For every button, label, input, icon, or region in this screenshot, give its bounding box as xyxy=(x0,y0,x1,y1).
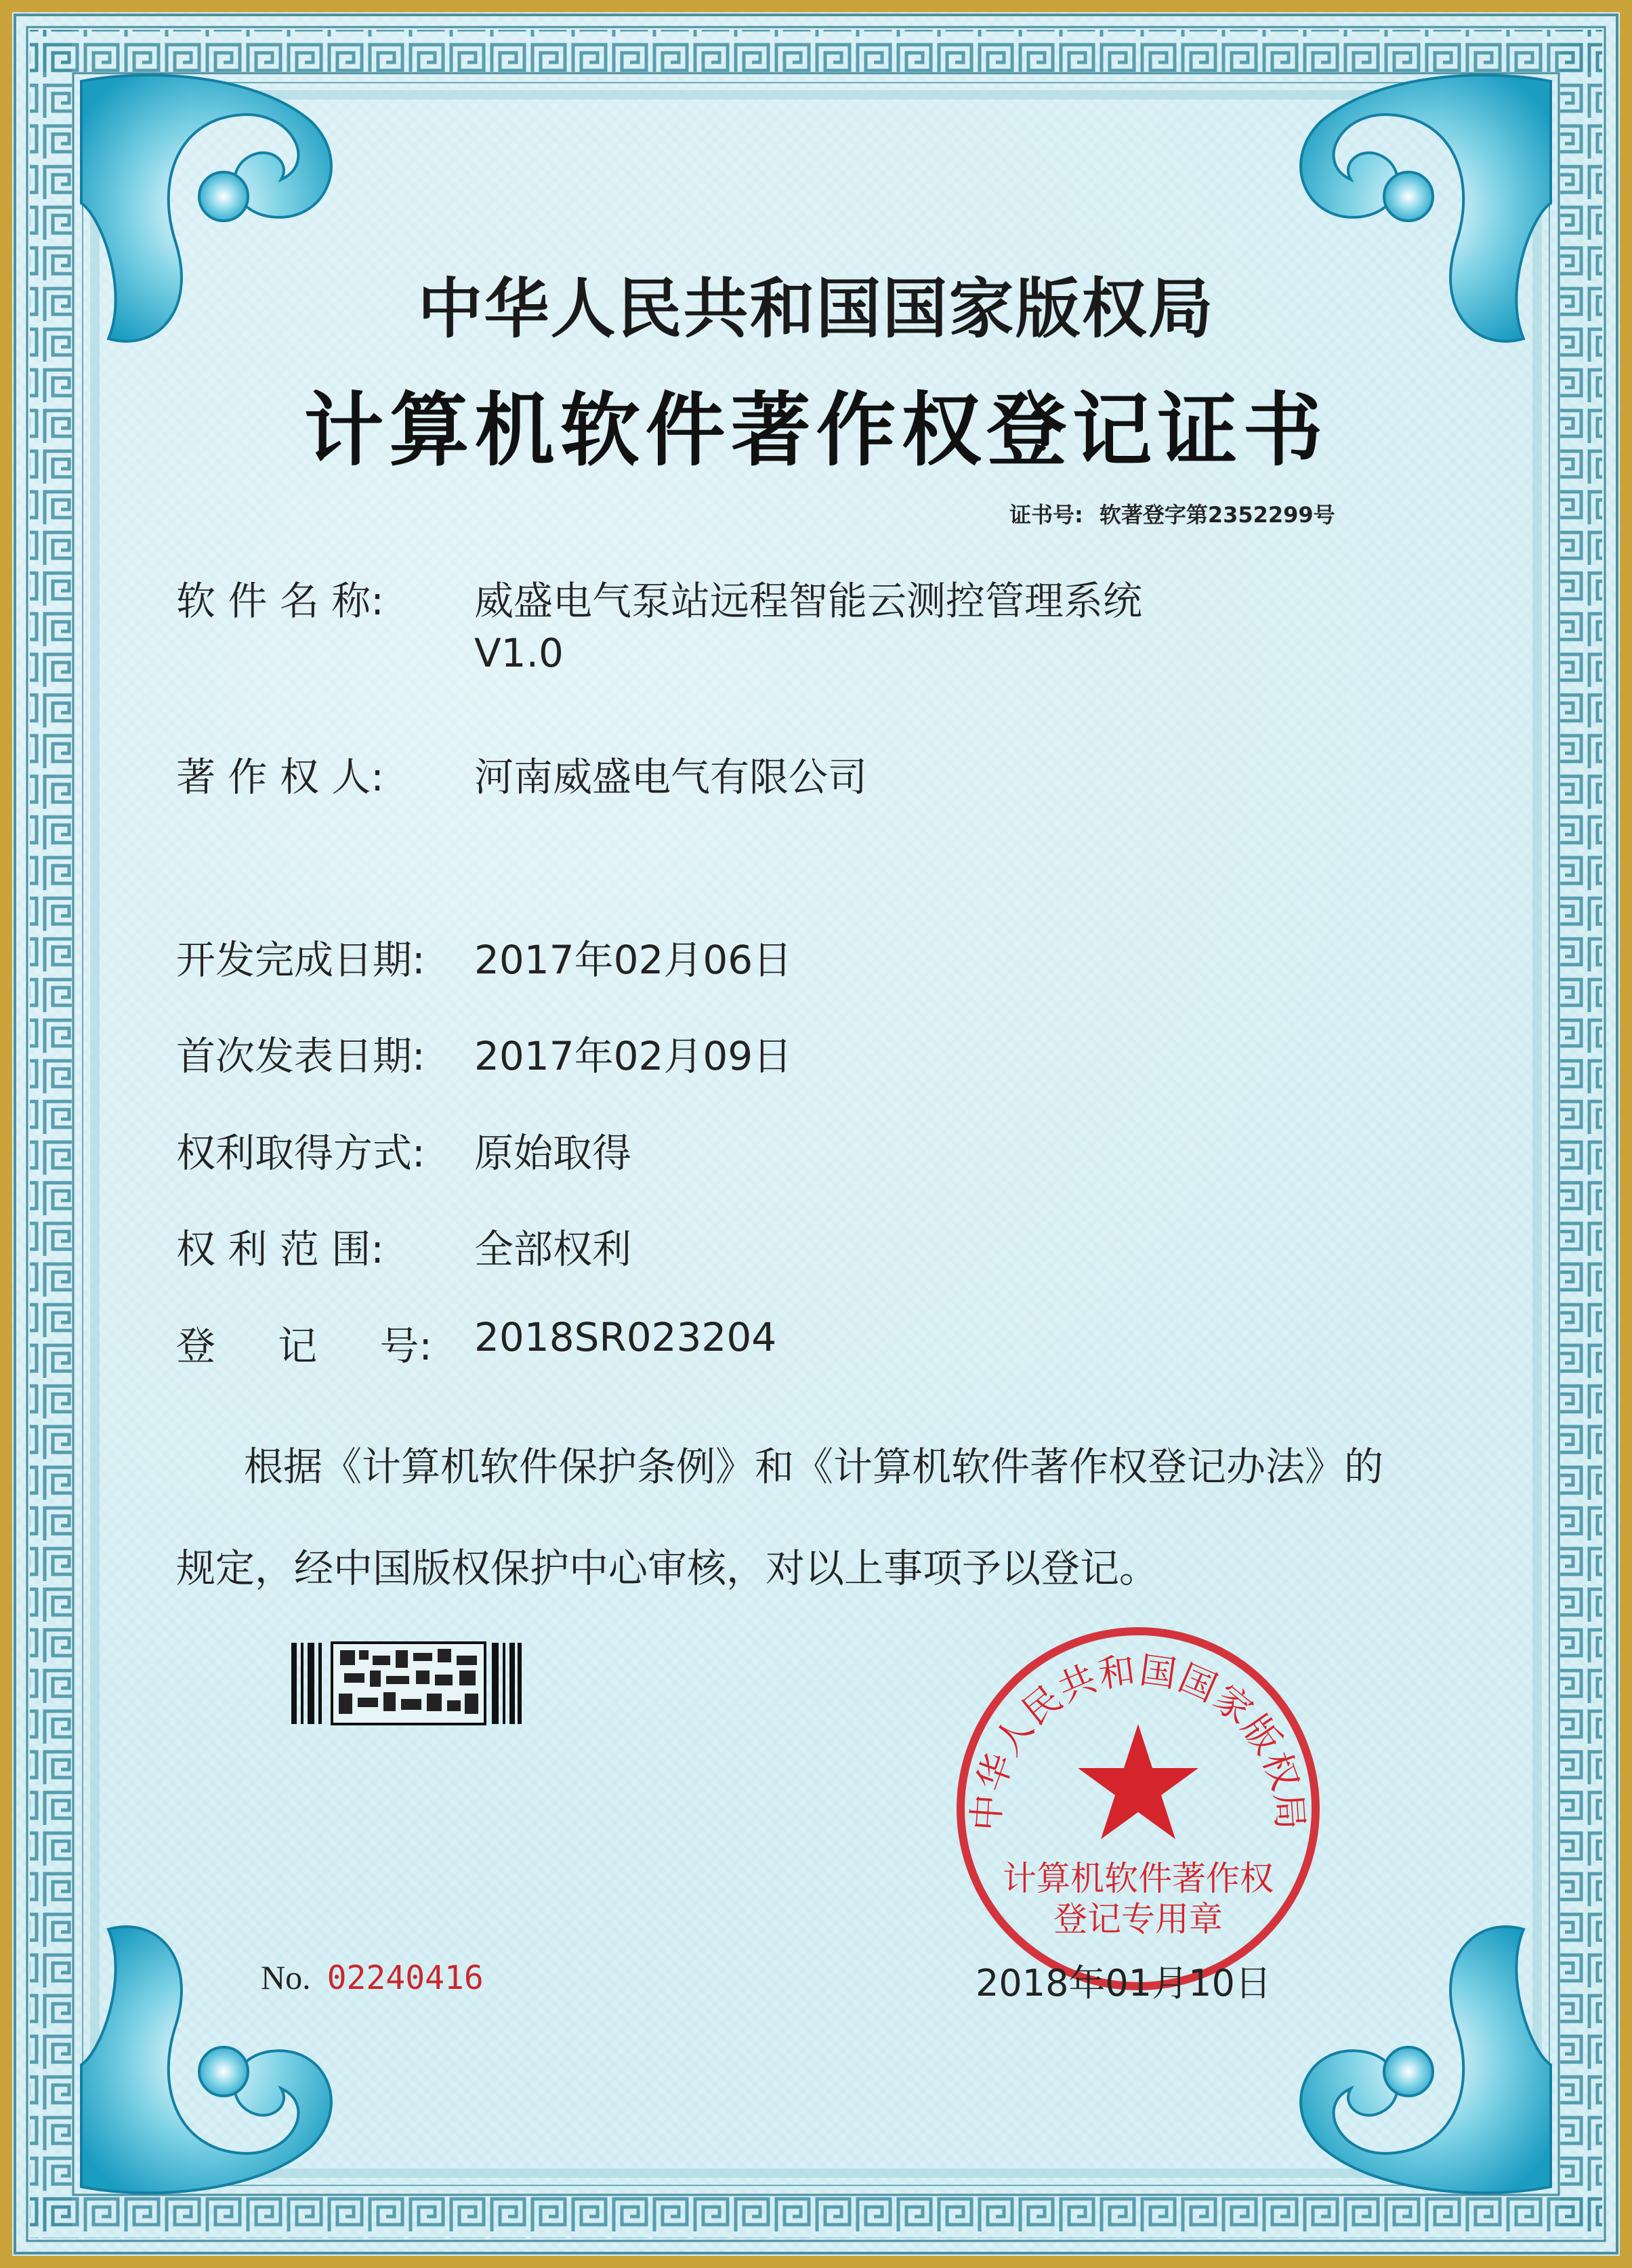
field-registration-number xyxy=(176,1314,776,1371)
software-version: V1.0 xyxy=(474,630,564,676)
acquisition-method-label: 权利取得方式: xyxy=(176,1130,425,1176)
issue-date: 2018年01月10日 xyxy=(976,1962,1272,2004)
field-rights-scope xyxy=(176,1217,631,1274)
serial-number-value: 02240416 xyxy=(327,1959,484,1997)
statement-line-1: 根据《计算机软件保护条例》和《计算机软件著作权登记办法》的 xyxy=(244,1444,1384,1490)
rights-scope-label: 权 利 范 围: xyxy=(176,1226,384,1272)
rights-scope-value: 全部权利 xyxy=(474,1226,632,1272)
serial-number xyxy=(261,1958,484,1997)
seal-ring-text: 中华人民共和国国家版权局 xyxy=(964,1648,1312,1832)
seal-star-icon xyxy=(1078,1724,1198,1839)
barcode-qr xyxy=(291,1639,522,1727)
completion-date-value: 2017年02月06日 xyxy=(474,937,793,983)
first-publication-date-label: 首次发表日期: xyxy=(176,1033,425,1079)
registration-number-label: 登 记 号: xyxy=(176,1323,432,1369)
certificate-number-label: 证书号: xyxy=(1009,502,1083,528)
field-copyright-owner xyxy=(176,745,867,802)
seal-line-2: 登记专用章 xyxy=(1053,1899,1223,1939)
software-name-value-group xyxy=(474,569,1142,676)
software-name-label: 软 件 名 称: xyxy=(176,578,384,624)
field-acquisition-method xyxy=(176,1121,631,1178)
registration-number-value: 2018SR023204 xyxy=(474,1314,777,1360)
field-software-name xyxy=(176,569,1142,676)
copyright-owner-value: 河南威盛电气有限公司 xyxy=(474,754,868,800)
issuer-title: 中华人民共和国国家版权局 xyxy=(417,271,1215,347)
copyright-owner-label: 著 作 权 人: xyxy=(176,754,384,800)
statement-line-2: 规定，经中国版权保护中心审核，对以上事项予以登记。 xyxy=(176,1545,1159,1591)
serial-prefix: No. xyxy=(261,1958,311,1996)
acquisition-method-value: 原始取得 xyxy=(474,1130,632,1176)
completion-date-label: 开发完成日期: xyxy=(176,937,425,983)
first-publication-date-value: 2017年02月09日 xyxy=(474,1033,793,1079)
certificate-title: 计算机软件著作权登记证书 xyxy=(304,383,1328,477)
field-completion-date xyxy=(176,928,792,985)
certificate-number xyxy=(1009,498,1335,529)
software-name-value: 威盛电气泵站远程智能云测控管理系统 xyxy=(474,578,1143,624)
official-seal xyxy=(948,1619,1328,1998)
field-first-publication-date xyxy=(176,1024,792,1081)
certificate-number-value: 软著登字第2352299号 xyxy=(1099,502,1335,528)
seal-line-1: 计算机软件著作权 xyxy=(1003,1859,1274,1898)
